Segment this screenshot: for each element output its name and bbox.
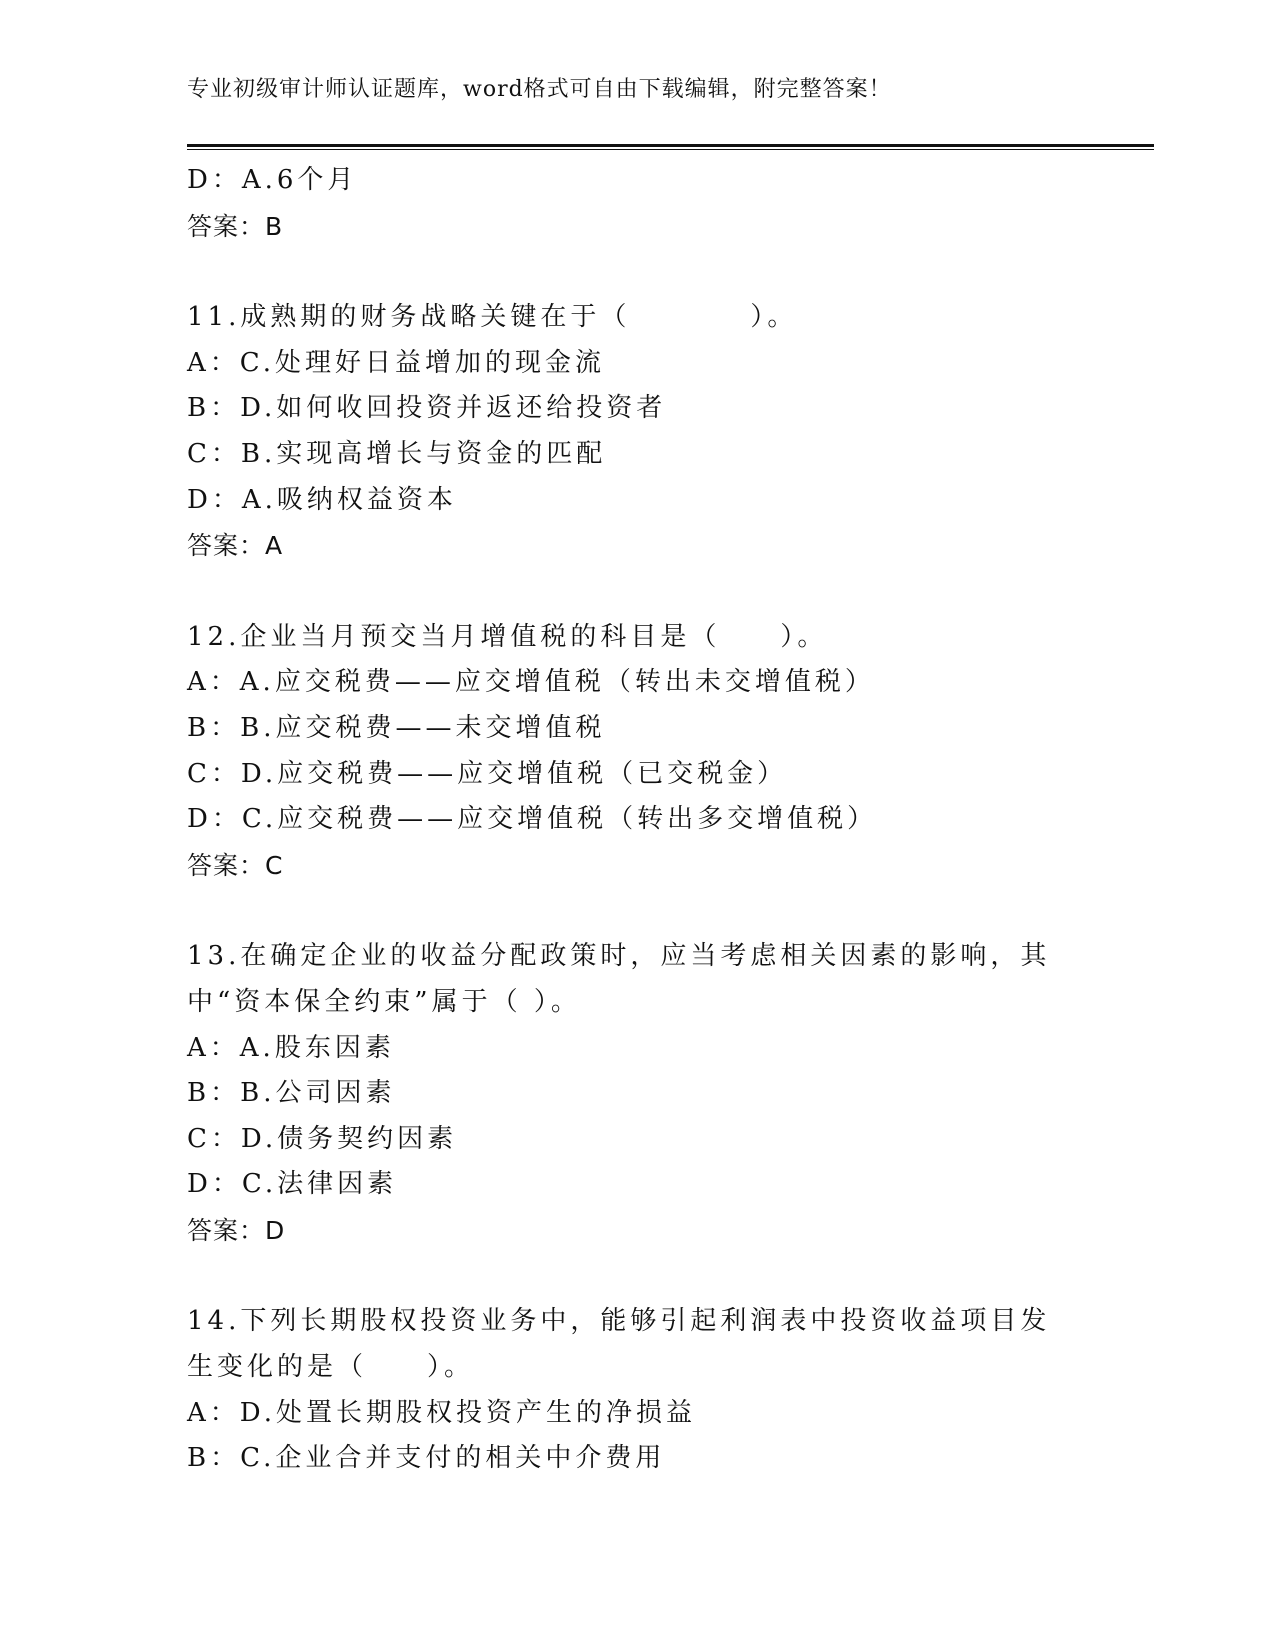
question-stem: 14.下列长期股权投资业务中，能够引起利润表中投资收益项目发生变化的是（ ）。 [187,1306,1051,1383]
question-14 [187,1299,1077,1481]
question-stem: 13.在确定企业的收益分配政策时，应当考虑相关因素的影响，其中“资本保全约束”属于（ ）。 [187,941,1051,1017]
option-c: C：D.债务契约因素 [187,1123,458,1154]
option-a: A：D.处置长期股权投资产生的净损益 [187,1397,696,1428]
question-11 [187,295,1077,569]
question-12 [187,615,1077,889]
option-b: B：C.企业合并支付的相关中介费用 [187,1443,666,1474]
document-body [187,158,1077,1482]
question-13 [187,934,1077,1253]
answer: 答案：A [187,531,284,561]
option-c: C：B.实现高增长与资金的匹配 [187,438,607,469]
option-a: A：A.应交税费——应交增值税（转出未交增值税） [187,667,875,698]
question-10-tail [187,158,1077,249]
option-c: C：D.应交税费——应交增值税（已交税金） [187,758,788,789]
option-b: B：B.应交税费——未交增值税 [187,712,606,743]
page-header: 专业初级审计师认证题库，word格式可自由下载编辑，附完整答案！ [187,77,892,102]
option-a: A：A.股东因素 [187,1032,395,1063]
option-b: B：D.如何收回投资并返还给投资者 [187,393,667,424]
option-b: B：B.公司因素 [187,1078,396,1109]
answer: 答案：B [187,211,284,241]
answer: 答案：D [187,1215,286,1245]
option-a: A：C.处理好日益增加的现金流 [187,347,606,378]
option-d: D：C.法律因素 [187,1169,398,1200]
option-d: D：A.吸纳权益资本 [187,484,457,515]
question-stem: 11.成熟期的财务战略关键在于（ ）。 [187,302,798,333]
option-d: D：C.应交税费——应交增值税（转出多交增值税） [187,804,878,835]
question-stem: 12.企业当月预交当月增值税的科目是（ ）。 [187,621,828,652]
header-rule [187,144,1154,150]
option-d: D：A.6个月 [187,165,358,195]
answer: 答案：C [187,850,284,880]
